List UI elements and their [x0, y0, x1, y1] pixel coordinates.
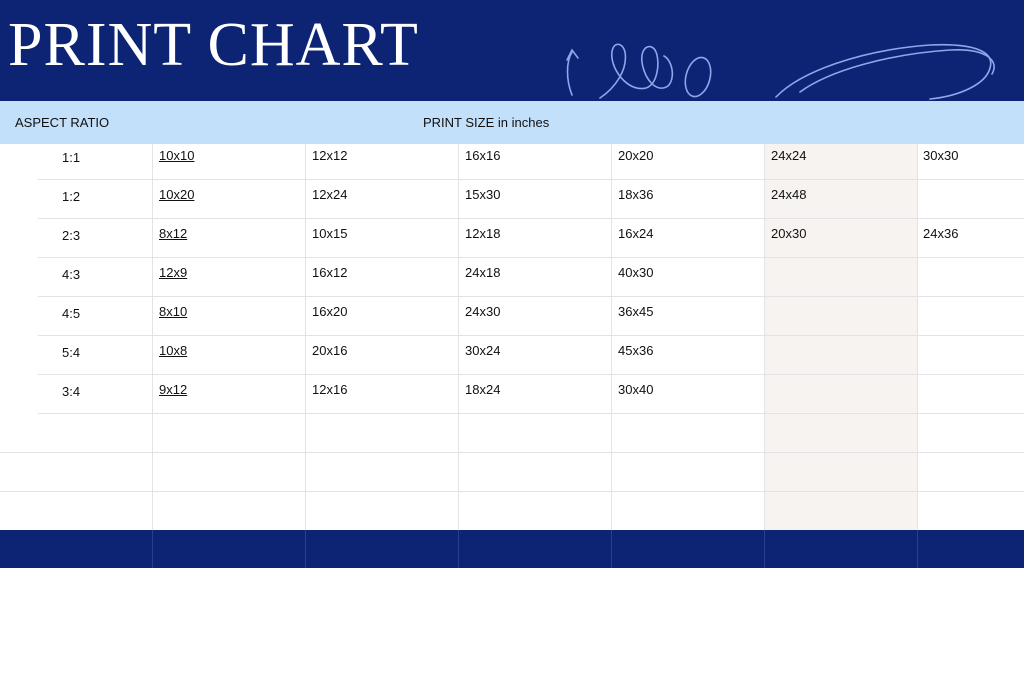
size-cell: 24x30	[465, 304, 501, 319]
aspect-ratio-cell: 3:4	[62, 384, 81, 399]
size-cell: 24x36	[923, 226, 959, 241]
footer-divider	[611, 530, 612, 568]
size-cell[interactable]: 10x20	[159, 187, 195, 202]
size-cell[interactable]: 10x10	[159, 148, 195, 163]
size-cell[interactable]: 8x12	[159, 226, 188, 241]
size-cell: 30x24	[465, 343, 501, 358]
footer-divider	[152, 530, 153, 568]
aspect-ratio-cell: 4:3	[62, 267, 81, 282]
column-header-bar	[0, 101, 1024, 144]
size-cell[interactable]: 10x8	[159, 343, 188, 358]
footer-bar	[0, 530, 1024, 568]
aspect-ratio-cell: 1:1	[62, 150, 81, 165]
size-cell: 24x18	[465, 265, 501, 280]
size-cell[interactable]: 8x10	[159, 304, 188, 319]
print-size-table	[0, 144, 1024, 530]
size-cell: 40x30	[618, 265, 654, 280]
size-cell[interactable]: 9x12	[159, 382, 188, 397]
size-cell: 16x12	[312, 265, 348, 280]
aspect-ratio-cell: 2:3	[62, 228, 81, 243]
table-row	[0, 187, 1024, 226]
size-cell: 18x24	[465, 382, 501, 397]
footer-divider	[764, 530, 765, 568]
size-cell: 16x16	[465, 148, 501, 163]
table-row	[0, 148, 1024, 187]
row-divider	[0, 491, 1024, 492]
size-cell: 36x45	[618, 304, 654, 319]
page-title: PRINT CHART	[8, 11, 419, 79]
table-row	[0, 226, 1024, 265]
footer-divider	[917, 530, 918, 568]
size-cell: 10x15	[312, 226, 348, 241]
size-cell: 16x20	[312, 304, 348, 319]
size-cell: 45x36	[618, 343, 654, 358]
size-cell: 12x24	[312, 187, 348, 202]
size-cell: 24x24	[771, 148, 807, 163]
header-banner	[0, 0, 1024, 101]
row-divider	[0, 452, 1024, 453]
size-cell: 12x12	[312, 148, 348, 163]
size-cell: 20x20	[618, 148, 654, 163]
swirl-doodle-icon	[0, 0, 1024, 101]
aspect-ratio-cell: 1:2	[62, 189, 81, 204]
size-cell: 24x48	[771, 187, 807, 202]
table-row	[0, 304, 1024, 343]
size-cell: 12x16	[312, 382, 348, 397]
size-cell: 30x40	[618, 382, 654, 397]
table-row	[0, 265, 1024, 304]
size-cell: 20x30	[771, 226, 807, 241]
size-cell: 18x36	[618, 187, 654, 202]
size-cell[interactable]: 12x9	[159, 265, 188, 280]
aspect-ratio-cell: 5:4	[62, 345, 81, 360]
table-row	[0, 382, 1024, 421]
aspect-ratio-header: ASPECT RATIO	[15, 115, 110, 130]
print-size-header: PRINT SIZE in inches	[423, 115, 550, 130]
footer-divider	[305, 530, 306, 568]
footer-divider	[458, 530, 459, 568]
size-cell: 16x24	[618, 226, 654, 241]
size-cell: 20x16	[312, 343, 348, 358]
aspect-ratio-cell: 4:5	[62, 306, 81, 321]
size-cell: 15x30	[465, 187, 501, 202]
size-cell: 30x30	[923, 148, 959, 163]
size-cell: 12x18	[465, 226, 501, 241]
table-row	[0, 343, 1024, 382]
